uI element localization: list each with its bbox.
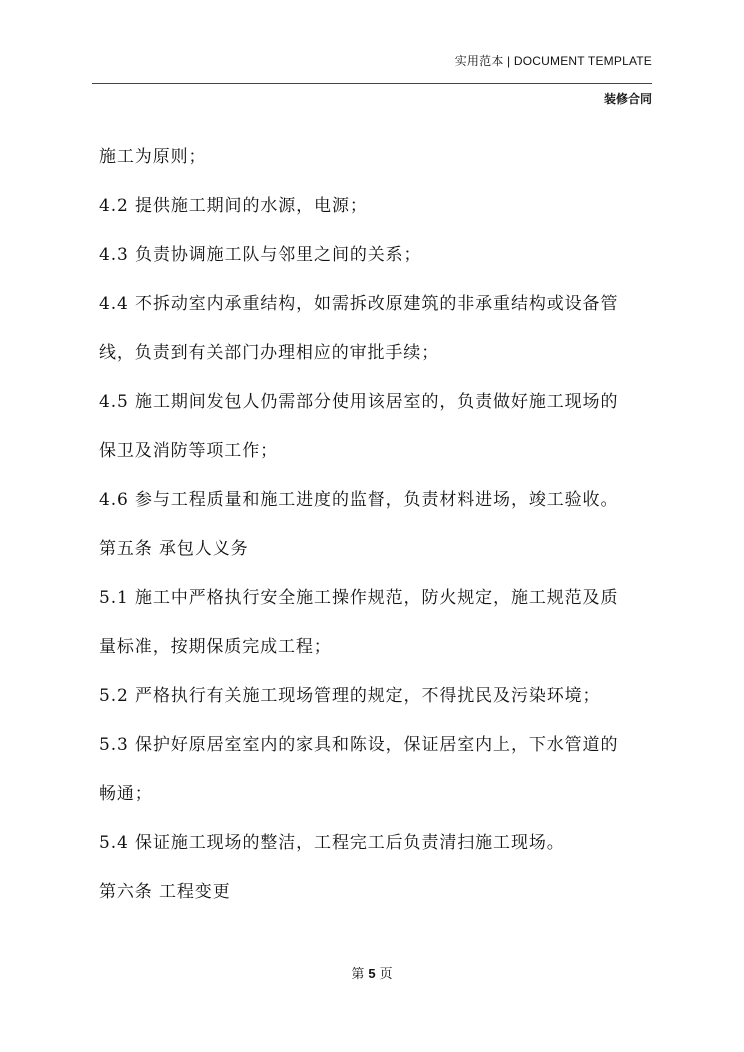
text-line: 线，负责到有关部门办理相应的审批手续； — [99, 343, 440, 363]
text-line: 4.3 负责协调施工队与邻里之间的关系； — [99, 245, 422, 265]
text-line: 4.4 不拆动室内承重结构，如需拆改原建筑的非承重结构或设备管 — [99, 294, 619, 314]
page-header-title: 实用范本 | DOCUMENT TEMPLATE — [454, 54, 652, 68]
page-number-suffix: 页 — [379, 966, 393, 981]
page-footer — [0, 963, 744, 982]
text-line: 5.3 保护好原居室室内的家具和陈设，保证居室内上，下水管道的 — [99, 735, 619, 755]
text-line: 保卫及消防等项工作； — [99, 441, 278, 461]
text-line: 5.4 保证施工现场的整洁，工程完工后负责清扫施工现场。 — [99, 833, 565, 853]
text-line: 畅通； — [99, 784, 153, 804]
text-line: 4.6 参与工程质量和施工进度的监督，负责材料进场，竣工验收。 — [99, 490, 619, 510]
section-heading: 第六条 工程变更 — [99, 882, 231, 902]
document-body — [99, 142, 656, 926]
text-line: 5.1 施工中严格执行安全施工操作规范，防火规定，施工规范及质 — [99, 588, 619, 608]
section-heading: 第五条 承包人义务 — [99, 539, 249, 559]
text-line: 5.2 严格执行有关施工现场管理的规定，不得扰民及污染环境； — [99, 686, 601, 706]
page-header-subtitle: 装修合同 — [603, 92, 652, 106]
page-number-prefix: 第 — [351, 966, 365, 981]
page-number: 5 — [368, 966, 376, 981]
header-rule — [92, 83, 652, 84]
text-line: 4.5 施工期间发包人仍需部分使用该居室的，负责做好施工现场的 — [99, 392, 619, 412]
text-line: 施工为原则； — [99, 147, 207, 167]
text-line: 4.2 提供施工期间的水源，电源； — [99, 196, 368, 216]
text-line: 量标准，按期保质完成工程； — [99, 637, 332, 657]
